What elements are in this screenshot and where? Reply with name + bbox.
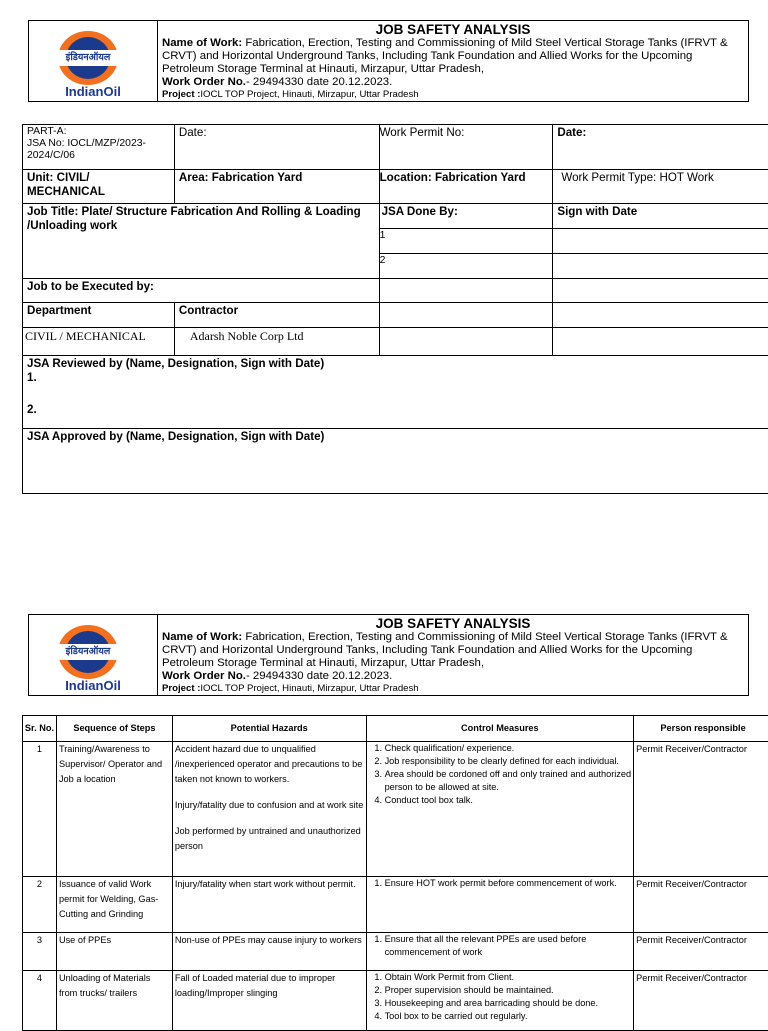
logo-brand-text: IndianOil	[29, 85, 157, 99]
table-header-row	[23, 716, 768, 742]
permit-type-cell: Work Permit Type: HOT Work	[553, 170, 768, 204]
header-hazards: Potential Hazards	[172, 716, 366, 742]
approved-by-cell[interactable]: JSA Approved by (Name, Designation, Sign with Date)	[23, 429, 768, 494]
location-cell: Location: Fabrication Yard	[379, 170, 553, 204]
area-cell: Area: Fabrication Yard	[174, 170, 379, 204]
jsa-header	[28, 20, 749, 102]
contractor-value: Adarsh Noble Corp Ltd	[174, 328, 379, 356]
logo-hindi-text: इंडियनऑयल	[61, 646, 115, 658]
table-row: 2 Issuance of valid Work permit for Welding, Gas-Cutting and Grinding Injury/fatality when start work without permit. 1. Ensure HOT work permit before commencement of work. Permit Receiver/Contractor	[23, 877, 768, 933]
work-order: Work Order No.- 29494330 date 20.12.2023.	[162, 670, 744, 683]
jsa-done-by-label: JSA Done By:	[379, 204, 553, 229]
date-cell[interactable]: Date:	[174, 125, 379, 170]
table-row: 1 Training/Awareness to Supervisor/ Operator and Job a location Accident hazard due to unqualified /inexperienced operator and precautions to be taken not known to workers. Injury/fatality due to confusion and at work site Job performed by untrained and unauthorized person 1. Check qualification/ experience. 2. Job responsibility to be clearly defined for each individual. 3. Area should be cordoned off and only trained and authorized person to be allowed at site. 4. Conduct tool box talk. Permit Receiver/Contractor	[23, 742, 768, 877]
indianoil-logo	[29, 21, 158, 101]
project-line: Project :IOCL TOP Project, Hinauti, Mirzapur, Uttar Pradesh	[162, 683, 744, 695]
logo-brand-text: IndianOil	[29, 679, 157, 693]
part-a-table	[22, 124, 768, 494]
name-of-work: Name of Work: Fabrication, Erection, Testing and Commissioning of Mild Steel Vertical Storage Tanks (IFRVT & CRVT) and Horizontal Underground Tanks, Including Tank Foundation and Allied Works for the Upcoming Petroleum Storage Terminal at Hinauti, Mirzapur, Uttar Pradesh,	[162, 37, 744, 76]
header-controls: Control Measures	[366, 716, 634, 742]
project-line: Project :IOCL TOP Project, Hinauti, Mirzapur, Uttar Pradesh	[162, 89, 744, 101]
header-person: Person responsible	[634, 716, 768, 742]
jsa-steps-table	[22, 715, 768, 1031]
executed-by-label: Job to be Executed by:	[23, 279, 380, 303]
reviewed-by-cell[interactable]: JSA Reviewed by (Name, Designation, Sign with Date) 1. 2.	[23, 356, 768, 429]
jsa-number-cell: PART-A: JSA No: IOCL/MZP/2023-2024/C/06	[23, 125, 175, 170]
table-row: 3 Use of PPEs Non-use of PPEs may cause injury to workers 1. Ensure that all the relevant PPEs are used before commencement of work Permit Receiver/Contractor	[23, 933, 768, 971]
name-of-work: Name of Work: Fabrication, Erection, Testing and Commissioning of Mild Steel Vertical Storage Tanks (IFRVT & CRVT) and Horizontal Underground Tanks, Including Tank Foundation and Allied Works for the Upcoming Petroleum Storage Terminal at Hinauti, Mirzapur, Uttar Pradesh,	[162, 631, 744, 670]
unit-cell: Unit: CIVIL/ MECHANICAL	[23, 170, 175, 204]
header-sequence: Sequence of Steps	[56, 716, 172, 742]
done-by-2[interactable]: 2	[379, 254, 553, 279]
table-row: 4 Unloading of Materials from trucks/ trailers Fall of Loaded material due to improper loading/Improper slinging 1. Obtain Work Permit from Client. 2. Proper supervision should be maintained. 3. Housekeeping and area barricading should be done. 4. Tool box to be carried out regularly. Permit Receiver/Contractor	[23, 971, 768, 1031]
done-by-1[interactable]: 1	[379, 229, 553, 254]
work-permit-no-cell[interactable]: Work Permit No:	[379, 125, 553, 170]
job-title-cell: Job Title: Plate/ Structure Fabrication And Rolling & Loading /Unloading work	[23, 204, 380, 279]
indianoil-logo	[29, 615, 158, 695]
done-by-2-sign[interactable]	[553, 254, 768, 279]
logo-hindi-text: इंडियनऑयल	[61, 52, 115, 64]
department-value: CIVIL / MECHANICAL	[23, 328, 175, 356]
done-by-1-sign[interactable]	[553, 229, 768, 254]
document-title: JOB SAFETY ANALYSIS	[162, 615, 744, 631]
permit-date-cell[interactable]: Date:	[553, 125, 768, 170]
contractor-label: Contractor	[174, 303, 379, 328]
jsa-header-page-2	[28, 614, 749, 696]
document-title: JOB SAFETY ANALYSIS	[162, 21, 744, 37]
sign-with-date-label: Sign with Date	[553, 204, 768, 229]
department-label: Department	[23, 303, 175, 328]
header-sr-no: Sr. No.	[23, 716, 57, 742]
work-order: Work Order No.- 29494330 date 20.12.2023.	[162, 76, 744, 89]
